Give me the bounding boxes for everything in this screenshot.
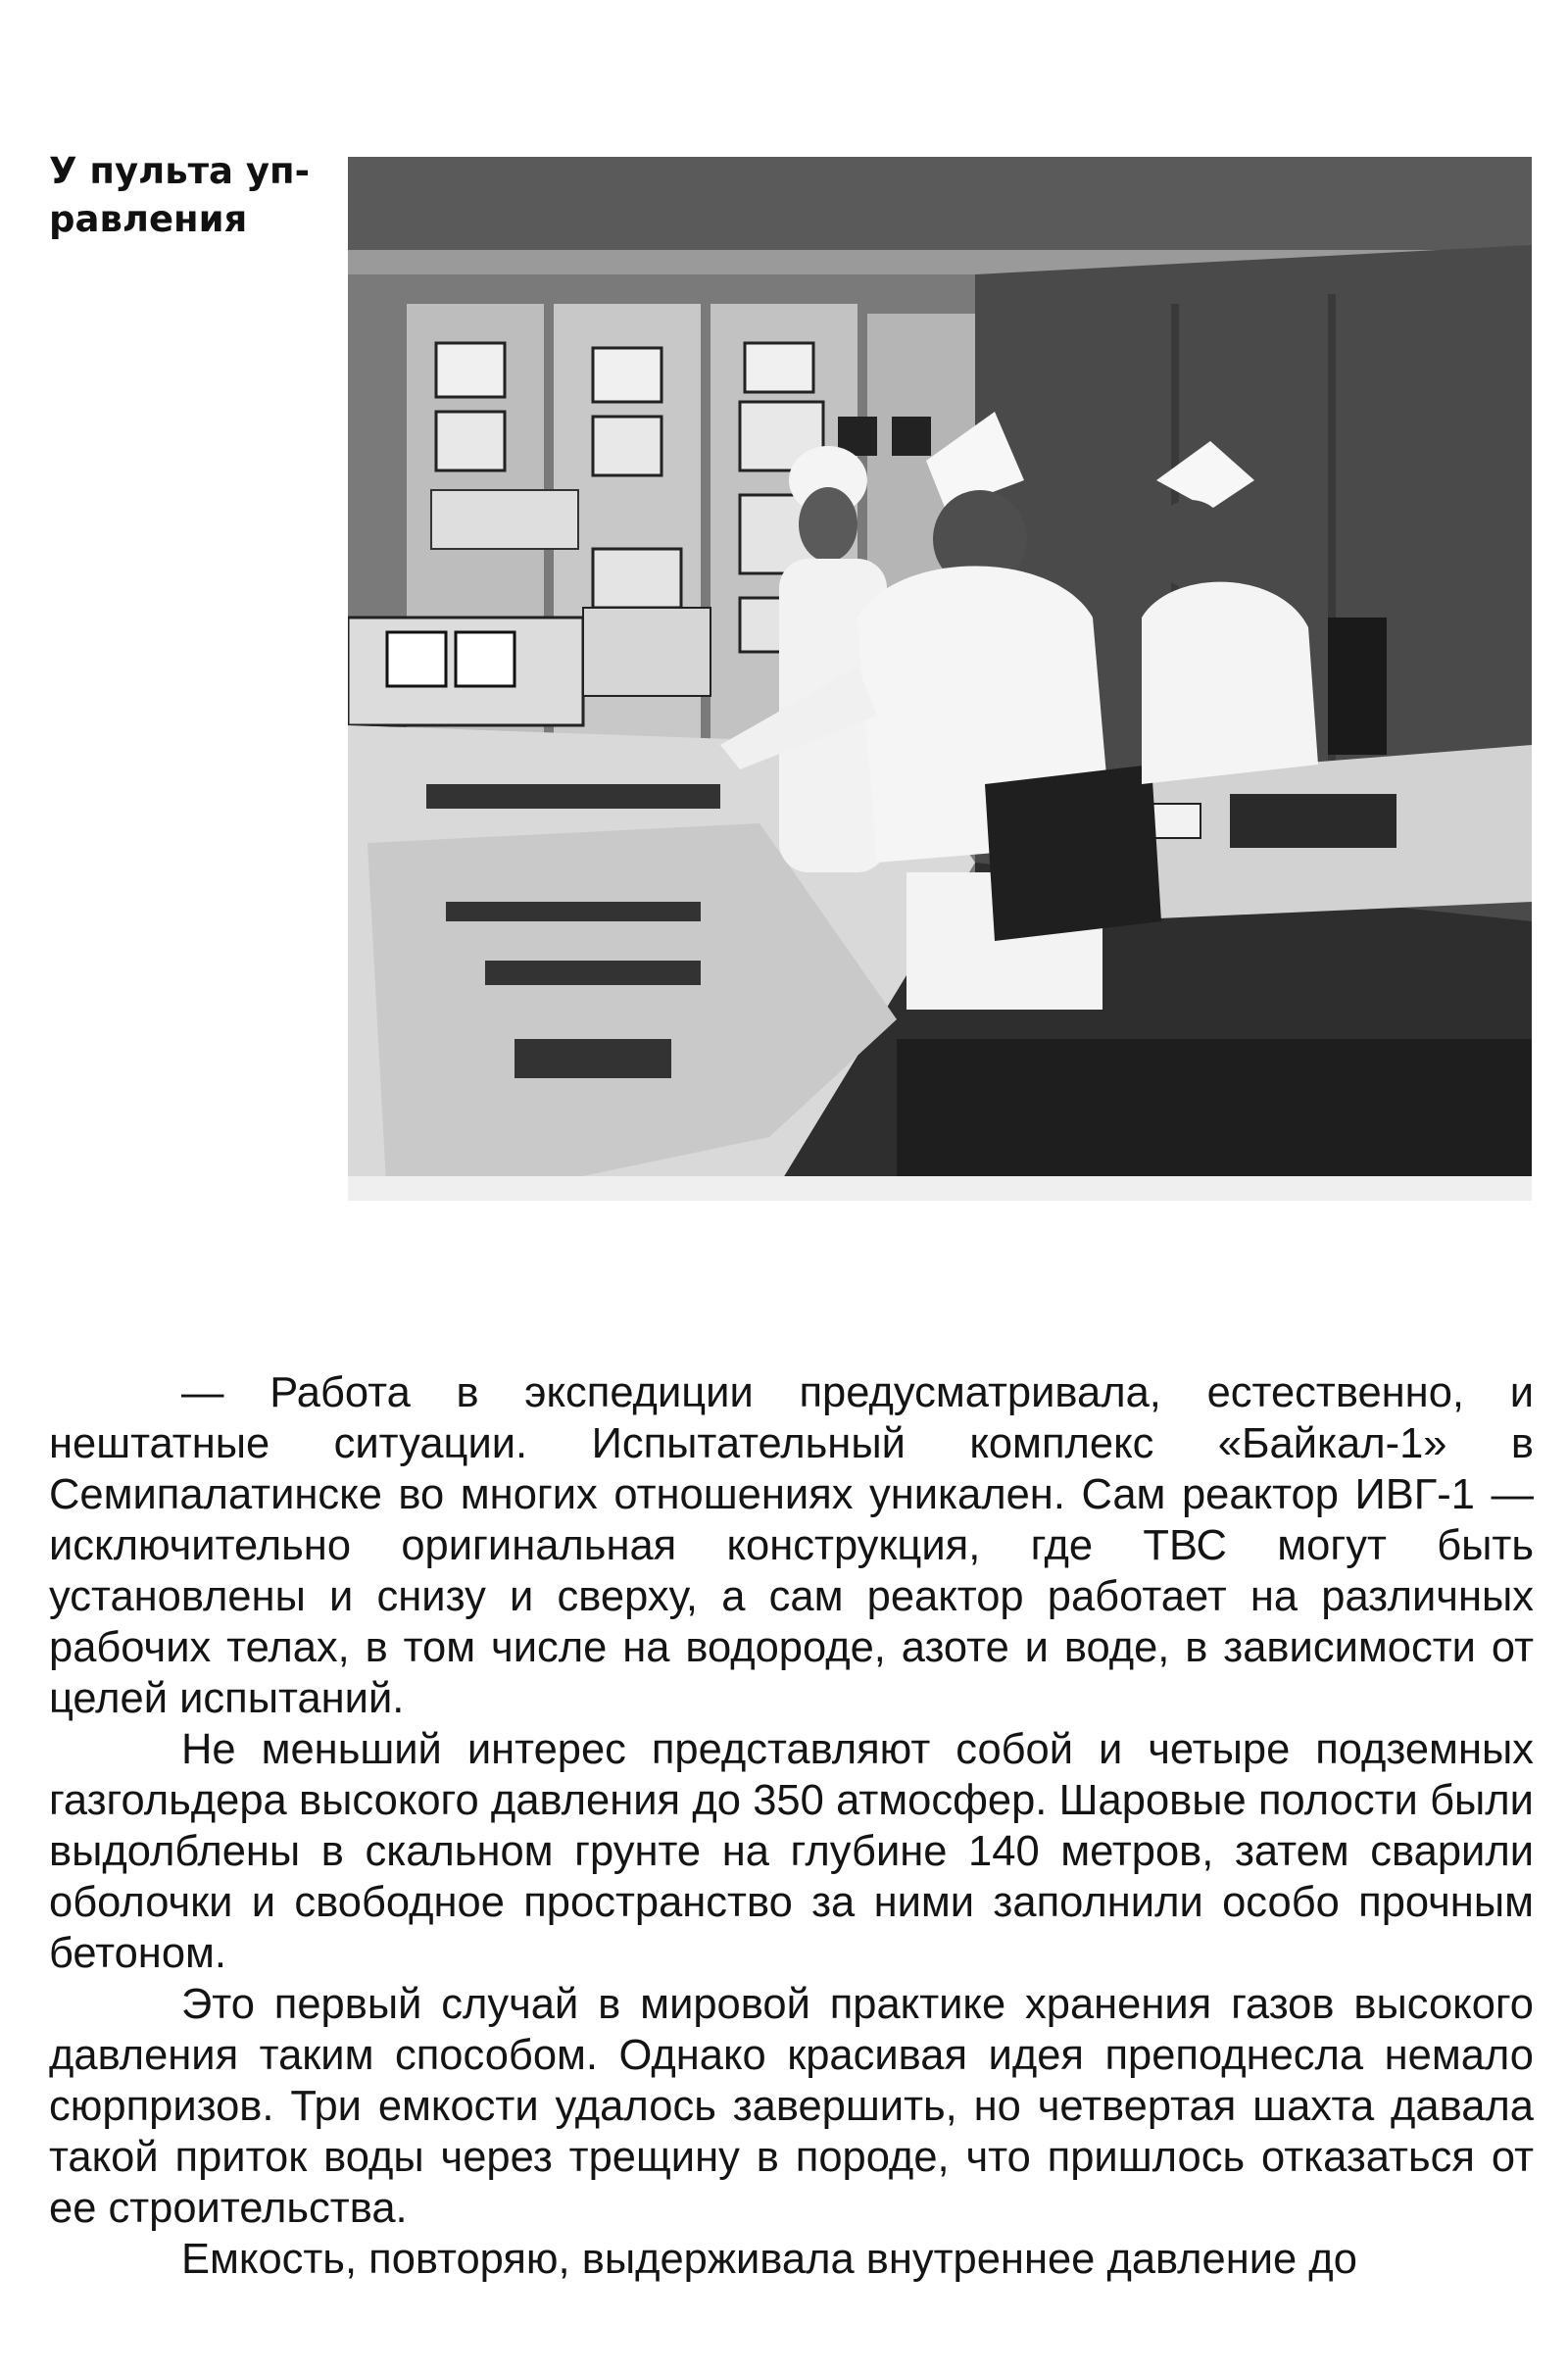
paragraph: — Работа в экспедиции предусматривала, естественно, и нештатные ситуации. Испытательный комплекс «Байкал-1» в Семипалатинске во многих отношениях уникален. Сам реактор ИВГ-1 — исключительно оригинальная конструкция, где ТВС могут быть установлены и снизу и сверху, а сам реактор работает на различных рабочих телах, в том числе на водороде, азоте и воде, в зависимости от целей испытаний. <box>49 1369 1534 1722</box>
article-body <box>49 1367 1534 2285</box>
paragraph: Это первый случай в мировой практике хранения газов высокого давления таким способом. Однако красивая идея преподнесла немало сюрпризов. Три емкости удалось завершить, но четвертая шахта давала такой приток воды через трещину в породе, что пришлось отказаться от ее строительства. <box>49 1981 1534 2232</box>
control-room-photo <box>348 157 1532 1201</box>
photo-caption: У пульта уп-равления <box>49 150 310 240</box>
paragraph: Не меньший интерес представляют собой и четыре подземных газгольдера высокого давления до 350 атмосфер. Шаровые полости были выдолблены в скальном грунте на глубине 140 метров, затем сварили оболочки и свободное пространство за ними заполнили особо прочным бетоном. <box>49 1726 1534 1977</box>
paragraph: Емкость, повторяю, выдерживала внутреннее давление до <box>181 2236 1357 2283</box>
